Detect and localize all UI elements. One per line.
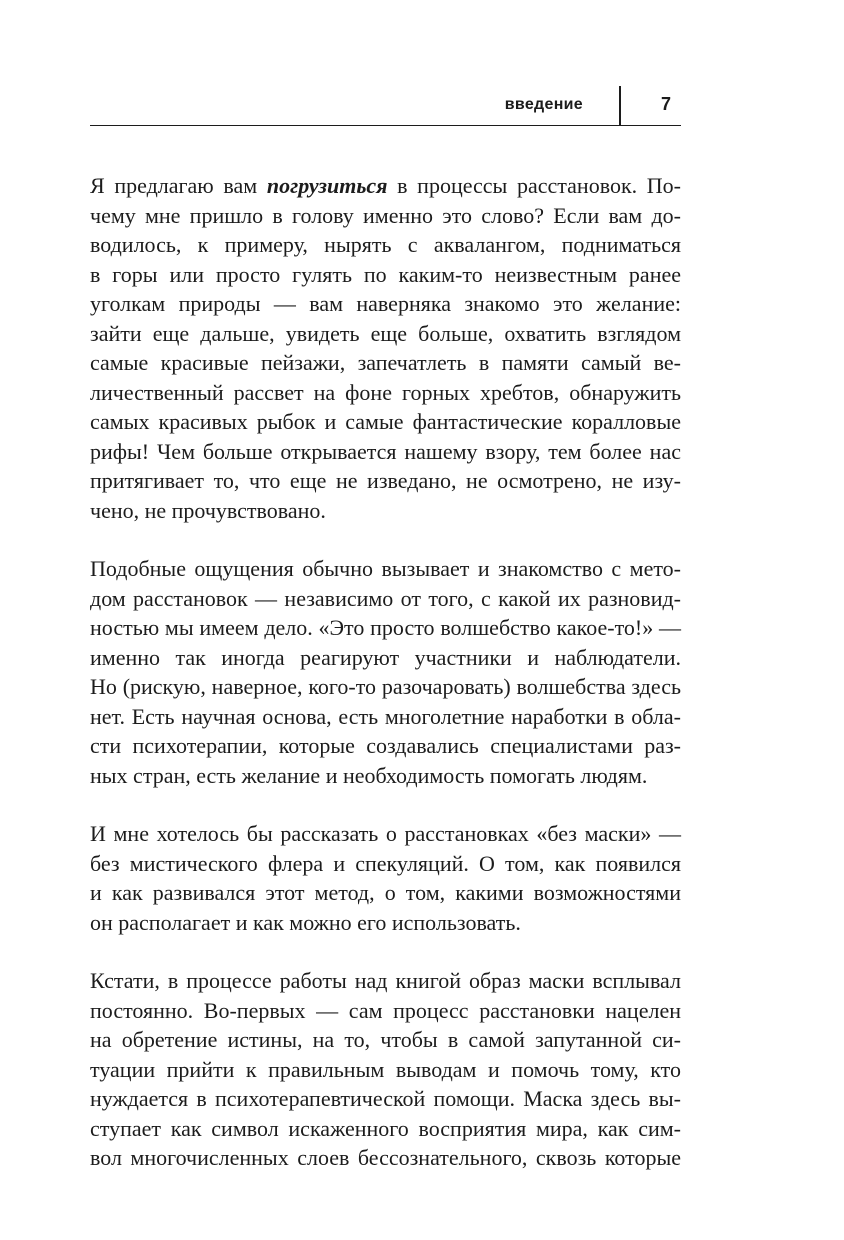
text-line: ступает как символ искаженного восприятия мира, как сим-: [90, 1115, 681, 1141]
running-head: [90, 82, 681, 126]
text-line: вол многочисленных слоев бессознательного, сквозь которые: [90, 1145, 681, 1170]
paragraph-4: [90, 966, 681, 1173]
text-line: самых красивых рыбок и самые фантастические коралловые: [90, 409, 681, 434]
text-line: Но (рискую, наверное, кого-то разочаровать) волшебства здесь: [90, 674, 681, 699]
text-line: Подобные ощущения обычно вызывает и знакомство с мето-: [90, 556, 681, 581]
paragraph-3: [90, 819, 681, 937]
text-line: в горы или просто гулять по каким-то неизвестным ранее: [90, 261, 681, 287]
text-line: личественный рассвет на фоне горных хребтов, обнаружить: [90, 379, 681, 405]
text-line: именно так иногда реагируют участники и наблюдатели.: [90, 644, 681, 670]
page-number: 7: [660, 94, 671, 114]
text-line: сти психотерапии, которые создавались специалистами раз-: [90, 733, 681, 758]
text-line: зайти еще дальше, увидеть еще больше, охватить взглядом: [90, 320, 681, 346]
emphasized-word: погрузиться: [266, 173, 388, 198]
text-line: И мне хотелось бы рассказать о расстановках «без маски» —: [90, 821, 681, 846]
text-line: самые красивые пейзажи, запечатлеть в памяти самый ве-: [90, 350, 681, 375]
text-line: ностью мы имеем дело. «Это просто волшебство какое-то!» —: [90, 615, 681, 640]
text-line: нет. Есть научная основа, есть многолетние наработки в обла-: [90, 703, 681, 729]
paragraph-2: [90, 554, 681, 790]
text-line: ных стран, есть желание и необходимость помогать людям.: [90, 762, 648, 788]
text-line: водилось, к примеру, нырять с аквалангом, подниматься: [90, 232, 681, 257]
paragraph-1: [90, 171, 681, 525]
header-divider: [619, 86, 621, 126]
text-line: без мистического флера и спекуляций. О том, как появился: [90, 850, 681, 876]
text-line: и как развивался этот метод, о том, какими возможностями: [90, 880, 681, 905]
section-title: введение: [504, 96, 583, 113]
paragraph-gap: [90, 790, 681, 819]
text-line: нуждается в психотерапевтической помощи. Маска здесь вы-: [90, 1086, 681, 1111]
text-line: уголкам природы — вам наверняка знакомо это желание:: [90, 291, 681, 316]
text-line: дом расстановок — независимо от того, с какой их разновид-: [90, 585, 681, 611]
text-line: рифы! Чем больше открывается нашему взору, тем более нас: [90, 438, 681, 464]
paragraph-gap: [90, 525, 681, 554]
text-line: [90, 171, 681, 201]
text-line: он располагает и как можно его использовать.: [90, 909, 521, 935]
body-text: [90, 171, 681, 1173]
header-rule: [90, 125, 681, 126]
text-run: в процессы расстановок. По-: [387, 173, 681, 198]
text-line: Кстати, в процессе работы над книгой образ маски всплывал: [90, 968, 681, 993]
text-line: чено, не прочувствовано.: [90, 497, 326, 523]
text-line: постоянно. Во-первых — сам процесс расстановки нацелен: [90, 997, 681, 1023]
text-line: на обретение истины, на то, чтобы в самой запутанной си-: [90, 1027, 681, 1052]
paragraph-gap: [90, 937, 681, 966]
text-line: притягивает то, что еще не изведано, не осмотрено, не изу-: [90, 468, 681, 493]
text-line: чему мне пришло в голову именно это слово? Если вам до-: [90, 202, 681, 228]
text-run: Я предлагаю вам: [90, 173, 267, 198]
text-line: туации прийти к правильным выводам и помочь тому, кто: [90, 1056, 681, 1082]
